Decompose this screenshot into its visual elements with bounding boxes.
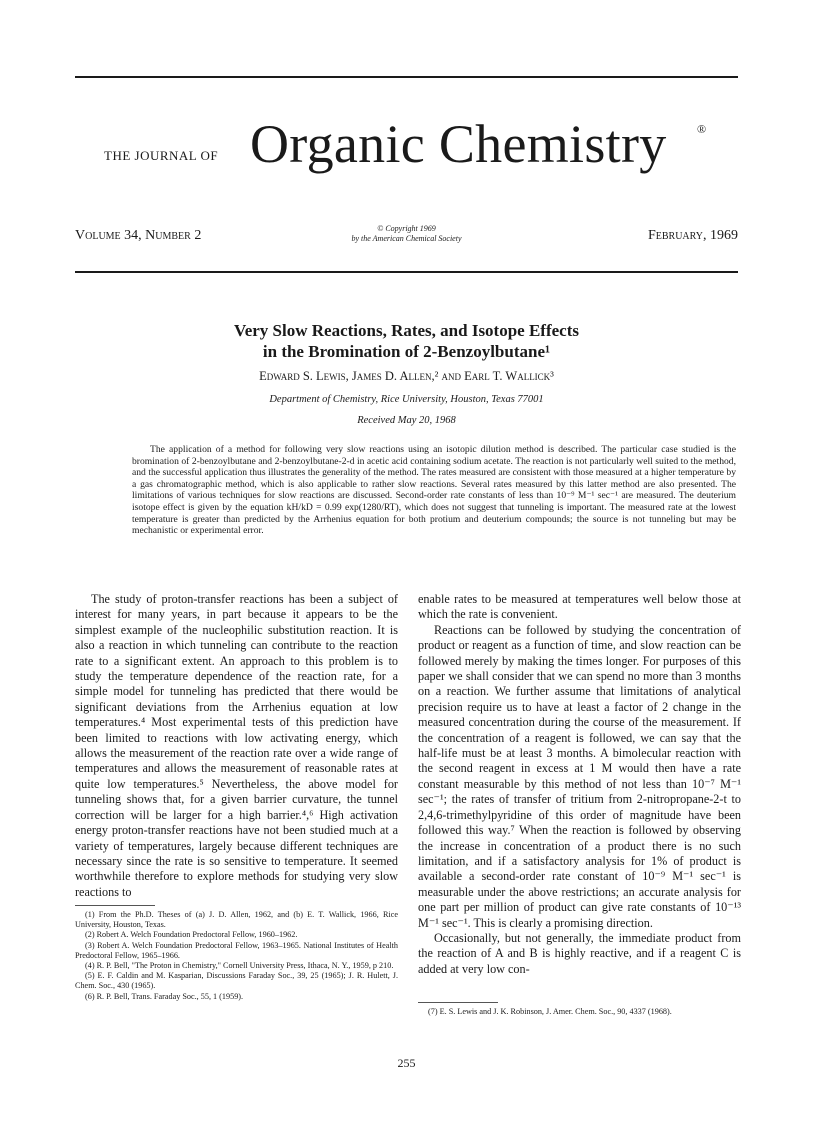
copyright-line1: © Copyright 1969 (377, 224, 436, 233)
copyright-line2: by the American Chemical Society (351, 234, 462, 243)
footnote: (3) Robert A. Welch Foundation Predoctoral Fellow, 1963–1965. National Institutes of Health Predoctoral Fellow, 1965–1966. (75, 940, 398, 960)
title-line1: Very Slow Reactions, Rates, and Isotope Effects (233, 321, 579, 340)
footnote-divider (75, 905, 155, 906)
footnote-divider-right (418, 1002, 498, 1003)
top-rule (75, 76, 738, 78)
body-column-left (75, 592, 398, 900)
footnotes-left (75, 910, 398, 1002)
article-title (110, 320, 703, 362)
issue-date: February, 1969 (647, 228, 738, 243)
masthead-rule (75, 271, 738, 273)
authors: Edward S. Lewis, James D. Allen,² and Earl T. Wallick³ (259, 369, 554, 383)
affiliation: Department of Chemistry, Rice University, Houston, Texas 77001 (269, 394, 544, 405)
copyright-notice (300, 224, 513, 244)
footnotes-right (418, 1007, 741, 1017)
footnote: (1) From the Ph.D. Theses of (a) J. D. Allen, 1962, and (b) E. T. Wallick, 1966, Rice University, Houston, Texas. (75, 910, 398, 930)
page-number: 255 (397, 1056, 416, 1070)
footnote: (2) Robert A. Welch Foundation Predoctoral Fellow, 1960–1962. (85, 930, 298, 940)
paragraph: The study of proton-transfer reactions has been a subject of interest for many years, in part because it appears to be the simplest example of the nucleophilic substitution reaction. It is also a reaction in which tunneling can contribute to the reaction rate to a significant extent. An approach to this problem is to study the temperature dependence of the reaction rate, for a simple model for tunneling has predicted that there would be significant deviations from the Arrhenius equation at low temperatures.⁴ Most experimental tests of this prediction have been limited to reactions with low activating energy, which allows the measurement of the reaction rate over a wide range of temperatures and allows the measurement of reasonable rates at quite low temperatures.⁵ Nevertheless, the above model for tunneling shows that, for a given barrier curvature, the tunnel correction will be larger for a high barrier.⁴,⁶ High activation energy proton-transfer reactions have not been studied much at a variety of temperatures, largely because different techniques are necessary since the rate is so sensitive to temperature. It seemed worthwhile therefore to explore methods for studying very slow reactions to (75, 592, 398, 899)
journal-prefix: THE JOURNAL OF (104, 148, 219, 163)
footnote: (4) R. P. Bell, "The Proton in Chemistry," Cornell University Press, Ithaca, N. Y., 1959, p 210. (85, 961, 394, 971)
registered-mark: ® (697, 122, 707, 136)
body-column-right (418, 592, 741, 977)
received-date: Received May 20, 1968 (357, 415, 456, 426)
volume-number: Volume 34, Number 2 (75, 228, 202, 243)
paragraph: Occasionally, but not generally, the immediate product from the reaction of A and B is highly reactive, and if a reagent C is added at very low con- (418, 930, 741, 976)
journal-name: Organic Chemistry (250, 114, 667, 174)
title-line2: in the Bromination of 2-Benzoylbutane¹ (262, 342, 551, 361)
footnote: (7) E. S. Lewis and J. K. Robinson, J. Amer. Chem. Soc., 90, 4337 (1968). (428, 1007, 672, 1016)
footnote: (6) R. P. Bell, Trans. Faraday Soc., 55, 1 (1959). (85, 991, 244, 1001)
paragraph: enable rates to be measured at temperatures well below those at which the rate is convenient. (418, 592, 741, 622)
abstract: The application of a method for following very slow reactions using an isotopic dilution method is described. The particular case studied is the bromination of 2-benzoylbutane and 2-benzoylbutane-2-d in acetic acid containing sodium acetate. The reaction is not particularly well suited to the method, and the successful application thus illustrates the generality of the method. The rates measured are consistent with those measured at a higher temperature by a gas chromatographic method, which is also applicable to rather slow reactions. Several rates measured by this latter method are also presented. The limitations of various techniques for slow reactions are discussed. Second-order rate constants of less than 10⁻⁹ M⁻¹ sec⁻¹ are measured. The deuterium isotope effect is given by the equation kH/kD = 0.99 exp(1280/RT), which does not suggest that tunneling is important. The measured rate at the lowest temperature is greater than predicted by the Arrhenius equation for both protium and deuterium compounds; the source is not tunneling but may be mechanistic or experimental error. (132, 444, 736, 537)
footnote: (5) E. F. Caldin and M. Kasparian, Discussions Faraday Soc., 39, 25 (1965); J. R. Hulett, J. Chem. Soc., 430 (1965). (75, 971, 398, 991)
paragraph: Reactions can be followed by studying the concentration of product or reagent as a function of time, and slow reaction can be followed merely by making the times longer. For purposes of this paper we shall consider that we can spend no more than 3 months on a reaction. We further assume that limitations of analytical precision require us to have at least a factor of 2 change in the measured concentration during the course of the measurement. If the concentration of a reagent is followed, we can say that the half-life must be at least 3 months. A bimolecular reaction with the second reagent in excess at 1 M would then have a rate constant measurable by this method of not less than 10⁻⁷ M⁻¹ sec⁻¹; the rates of transfer of tritium from 2-nitropropane-2-t to 2,4,6-trimethylpyridine of this order of magnitude have been followed this way.⁷ When the reaction is followed by observing the increase in concentration of a product there is no such limitation, and if a satisfactory analysis for 1% of product is available a second-order rate constant of 10⁻⁹ M⁻¹ sec⁻¹ is measurable under the above restrictions; an accurate analysis for one part per million of product can give rate constants of 10⁻¹³ M⁻¹ sec⁻¹. This is clearly a promising direction. (418, 622, 741, 930)
